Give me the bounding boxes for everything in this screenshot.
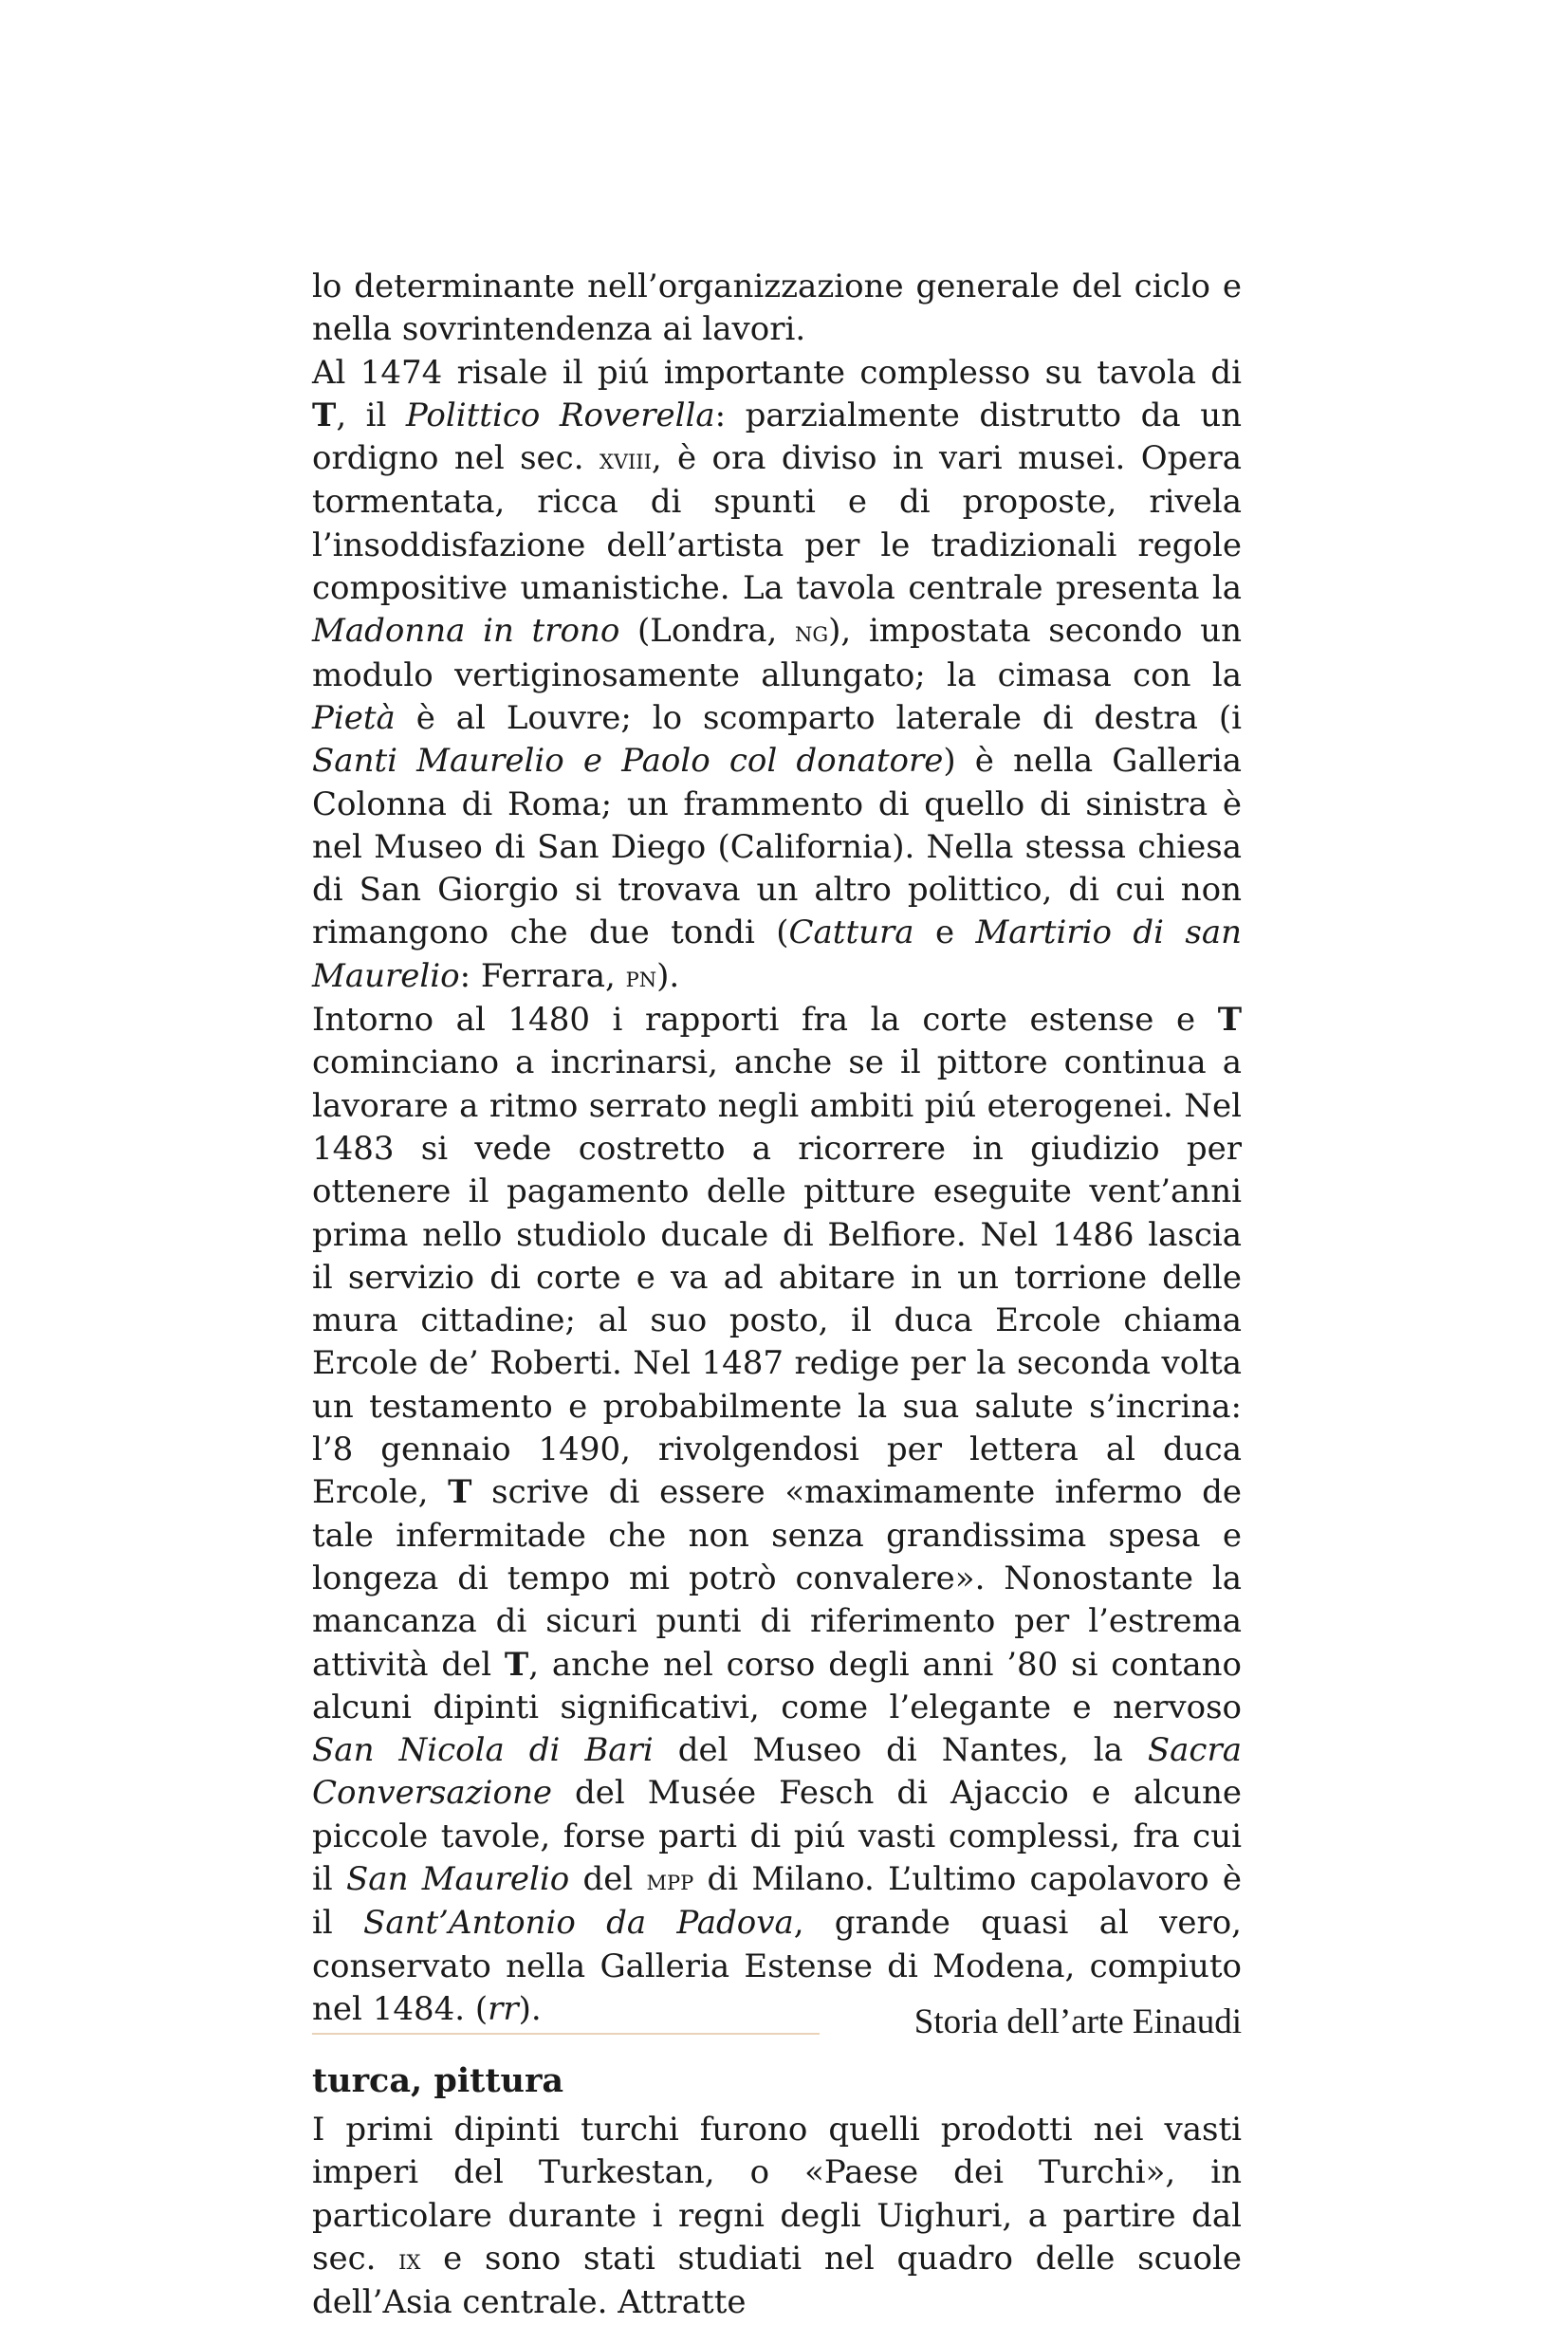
museum-abbrev: mpp bbox=[646, 1863, 694, 1897]
entry-heading: turca, pittura bbox=[312, 2061, 564, 2101]
artwork-title: Pietà bbox=[312, 698, 396, 737]
paragraph-later-years bbox=[312, 999, 1242, 2031]
paragraph-continuation bbox=[312, 266, 1242, 352]
text-run: del bbox=[569, 1859, 647, 1898]
text-run: , è ora diviso in vari musei. Opera tormentata, ricca di spunti e di proposte, rivela l’insoddisfazione dell’artista per le tradizionali regole compositive umanistiche. La tavola centrale presenta la bbox=[312, 439, 1242, 608]
artist-abbrev: T bbox=[1217, 1001, 1242, 1040]
page-footer bbox=[312, 2002, 1242, 2058]
text-run: ) è nella Galleria Colonna di Roma; un frammento di quello di sinistra è nel Museo di San Diego (California). Nella stessa chiesa di San Giorgio si trovava un altro polittico, di cui non rimangono che due tondi ( bbox=[312, 742, 1242, 952]
museum-abbrev: ng bbox=[795, 616, 829, 650]
text-run: del Musée Fesch di Ajaccio e alcune piccole tavole, forse parti di piú vasti complessi, fra cui il bbox=[312, 1774, 1242, 1898]
artwork-title: Santi Maurelio e Paolo col donatore bbox=[312, 742, 944, 781]
text-run: ). bbox=[656, 956, 680, 995]
text-run: , anche nel corso degli anni ’80 si contano alcuni dipinti significativi, come l’elegante e nervoso bbox=[312, 1645, 1242, 1726]
text-run: di Milano. L’ultimo capolavoro è il bbox=[312, 1859, 1243, 1943]
artist-abbrev: T bbox=[448, 1473, 472, 1512]
text-run: scrive di essere «maximamente infermo de tale infermitade che non senza grandissima spesa e longeza di tempo mi potrò convalere». Nonostante la mancanza di sicuri punti di riferimento per l’estrema attività del bbox=[312, 1473, 1243, 1684]
publisher-name: Storia dell’arte Einaudi bbox=[913, 2002, 1242, 2041]
text-run: I primi dipinti turchi furono quelli prodotti nei vasti imperi del Turkestan, o «Paese dei Turchi», in particolare durante i regni degli Uighuri, a partire dal sec. bbox=[312, 2111, 1242, 2279]
artwork-title: San Nicola di Bari bbox=[312, 1731, 654, 1770]
text-run: ), impostata secondo un modulo vertiginosamente allungato; la cimasa con la bbox=[312, 612, 1243, 694]
artist-abbrev: T bbox=[504, 1645, 529, 1684]
artist-abbrev: T bbox=[312, 396, 337, 434]
text-run: , il bbox=[336, 396, 406, 434]
museum-abbrev: pn bbox=[625, 960, 657, 994]
text-run: lo determinante nell’organizzazione generale del ciclo e nella sovrintendenza ai lavori. bbox=[312, 268, 1242, 349]
artwork-title: San Maurelio bbox=[346, 1859, 570, 1898]
paragraph-polittico-roverella bbox=[312, 352, 1242, 999]
text-run: è al Louvre; lo scomparto laterale di destra (i bbox=[395, 698, 1242, 737]
text-run: ). bbox=[518, 1989, 542, 2028]
author-initials: rr bbox=[488, 1989, 519, 2028]
text-run: (Londra, bbox=[619, 612, 796, 651]
artwork-title: Sacra Conversazione bbox=[312, 1731, 1242, 1813]
artwork-title: Polittico Roverella bbox=[405, 396, 715, 434]
artwork-title: Madonna in trono bbox=[312, 612, 620, 651]
artwork-title: Martirio di san Maurelio bbox=[312, 913, 1242, 995]
text-run: Intorno al 1480 i rapporti fra la corte estense e bbox=[312, 1001, 1218, 1040]
century-numeral: ix bbox=[398, 2243, 421, 2278]
artwork-title: Cattura bbox=[788, 913, 914, 952]
text-run: Al 1474 risale il piú importante complesso su tavola di bbox=[312, 353, 1242, 392]
text-run: cominciano a incrinarsi, anche se il pittore continua a lavorare a ritmo serrato negli ambiti piú eterogenei. Nel 1483 si vede costretto a ricorrere in giudizio per ottenere il pagamento delle pitture eseguite vent’anni prima nello studiolo ducale di Belfiore. Nel 1486 lascia il servizio di corte e va ad abitare in un torrione delle mura cittadine; al suo posto, il duca Ercole chiama Ercole de’ Roberti. Nel 1487 redige per la seconda volta un testamento e probabilmente la sua salute s’incrina: l’8 gennaio 1490, rivolgendosi per lettera al duca Ercole, bbox=[312, 1043, 1242, 1512]
paragraph-turca-pittura bbox=[312, 2109, 1242, 2324]
text-run: : Ferrara, bbox=[459, 956, 626, 995]
text-run: e bbox=[913, 913, 976, 952]
text-run: , grande quasi al vero, conservato nella Galleria Estense di Modena, compiuto nel 1484. ( bbox=[312, 1904, 1242, 2028]
artwork-title: Sant’Antonio da Padova bbox=[363, 1904, 794, 1943]
text-run: e sono stati studiati nel quadro delle scuole dell’Asia centrale. Attratte bbox=[312, 2240, 1242, 2322]
footer-rule bbox=[312, 2033, 820, 2035]
text-run: del Museo di Nantes, la bbox=[653, 1731, 1148, 1770]
text-run: : parzialmente distrutto da un ordigno nel sec. bbox=[312, 396, 1243, 478]
century-numeral: xviii bbox=[599, 443, 652, 477]
